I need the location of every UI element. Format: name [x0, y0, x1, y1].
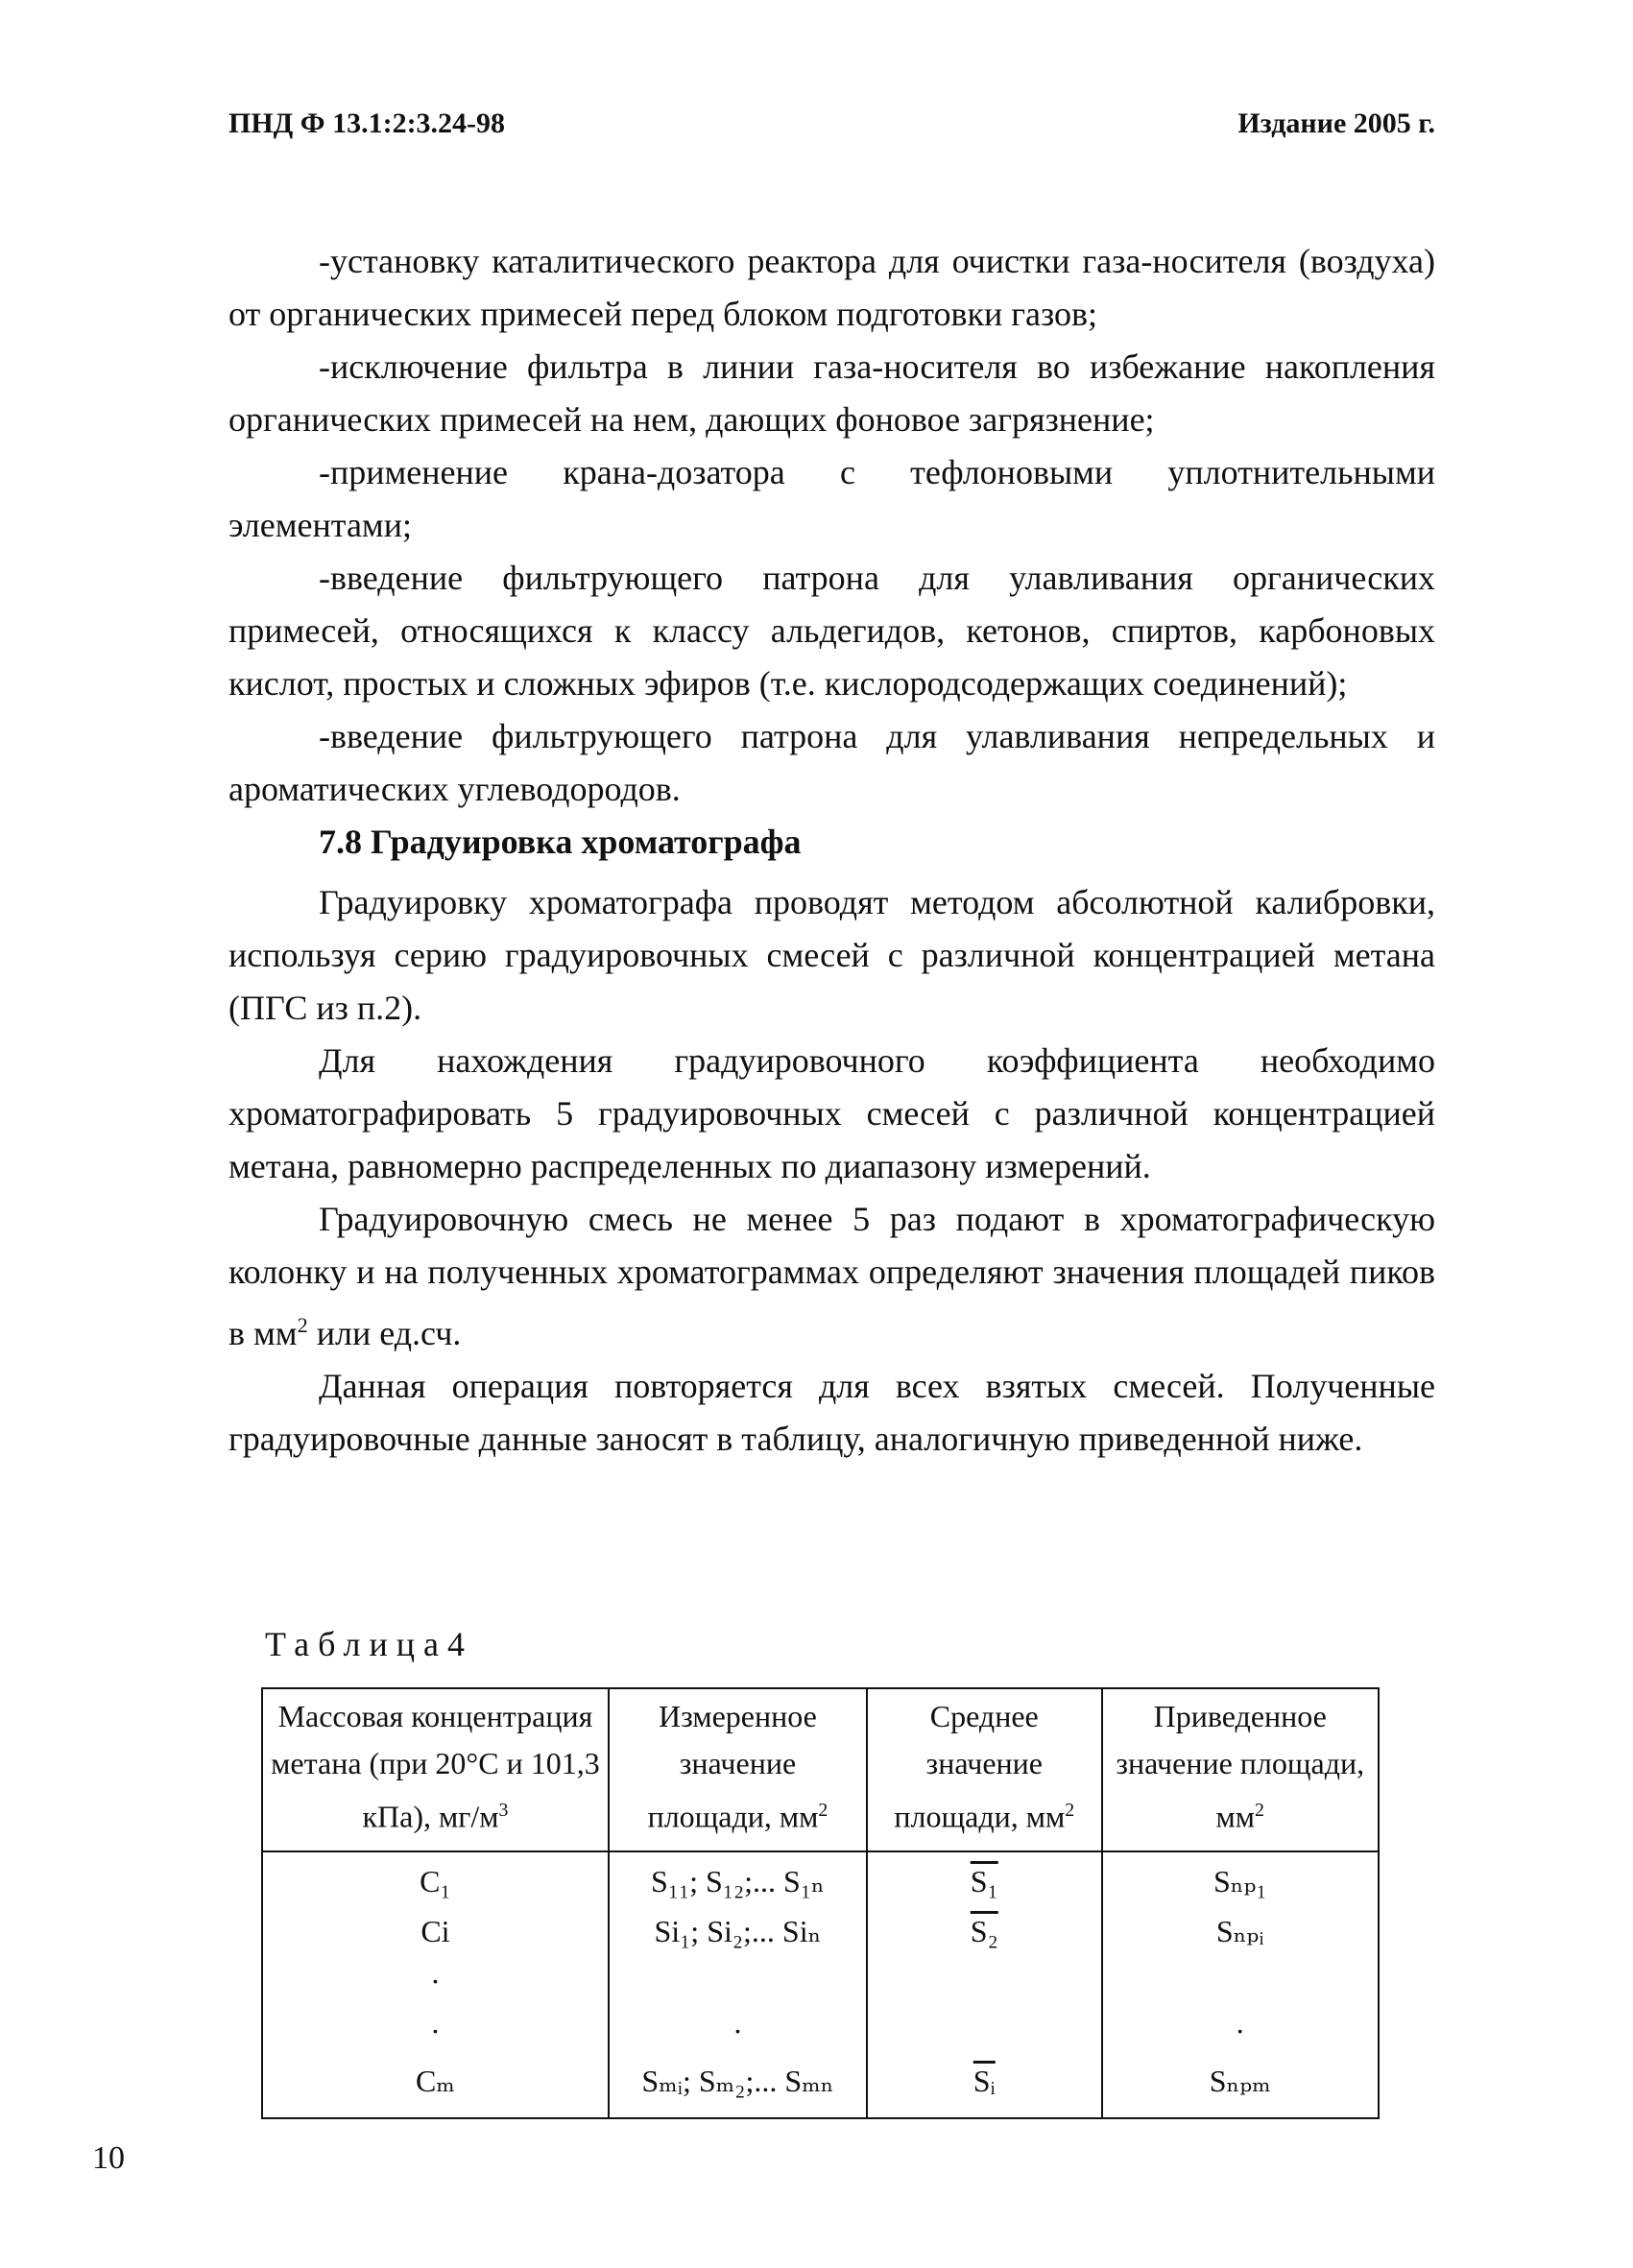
paragraph-text: Градуировочную смесь не менее 5 раз подают в хроматографическую колонку и на полученных хроматограммах определяют значения площадей пиков в мм [228, 1200, 1435, 1352]
cell-value: $\overline{Sᵢ}$ [973, 2063, 996, 2098]
table-header-row [262, 1688, 1379, 1851]
cell-value: Sₙₚ₁ [1213, 1863, 1267, 1898]
list-item: -введение фильтрующего патрона для улавливания органических примесей, относящихся к классу альдегидов, кетонов, спиртов, карбоновых кислот, простых и сложных эфиров (т.е. кислородсодержащих соединений); [228, 559, 1435, 703]
cell-value: · [732, 2013, 743, 2048]
list-item: -введение фильтрующего патрона для улавливания непредельных и ароматических углеводородов. [228, 717, 1435, 808]
paragraph: Данная операция повторяется для всех взятых смесей. Полученные градуировочные данные заносят в таблицу, аналогичную приведенной ниже. [228, 1367, 1435, 1458]
cell-value [876, 2008, 1093, 2058]
cell-value: Cₘ [415, 2063, 455, 2098]
table-cell-concentrations [262, 1851, 609, 2118]
table-cell-measured [609, 1851, 867, 2118]
cell-value: Sₘᵢ; Sₘ₂;... Sₘₙ [641, 2063, 834, 2098]
paragraph: Для нахождения градуировочного коэффициента необходимо хроматографировать 5 градуировочных смесей с различной концентрацией метана, равномерно распределенных по диапазону измерений. [228, 1041, 1435, 1185]
cell-value: · [1235, 2013, 1246, 2048]
list-item: -исключение фильтра в линии газа-носителя во избежание накопления органических примесей на нем, дающих фоновое загрязнение; [228, 347, 1435, 439]
table-row [262, 1851, 1379, 2118]
body-text [228, 235, 1435, 1466]
superscript: 2 [297, 1313, 308, 1337]
header-mean-area: Среднее значение площади, $мм^2$ [867, 1688, 1101, 1851]
cell-value [876, 1958, 1093, 2008]
paragraph: Градуировку хроматографа проводят методом абсолютной калибровки, используя серию градуировочных смесей с различной концентрацией метана (ПГС из п.2). [228, 883, 1435, 1027]
cell-value: · [430, 2013, 441, 2048]
cell-value [1111, 1958, 1371, 2008]
edition-label: Издание 2005 г. [1237, 107, 1435, 139]
cell-value: S₁₁; S₁₂;... S₁ₙ [651, 1863, 825, 1898]
list-item: -установку каталитического реактора для очистки газа-носителя (воздуха) от органических примесей перед блоком подготовки газов; [228, 242, 1435, 333]
table-cell-mean [867, 1851, 1101, 2118]
paragraph-text: или ед.сч. [307, 1314, 462, 1352]
cell-value: Si₁; Si₂;... Siₙ [654, 1913, 822, 1948]
table-cell-reduced [1102, 1851, 1380, 2118]
cell-value [617, 1958, 858, 2008]
document-code: ПНД Ф 13.1:2:3.24-98 [228, 107, 506, 139]
page-number: 10 [92, 2140, 125, 2176]
cell-value: Sₙₚᵢ [1215, 1913, 1264, 1948]
calibration-table [261, 1687, 1380, 2119]
header-reduced-area: Приведенное значение площади, $мм^2$ [1102, 1688, 1380, 1851]
paragraph [228, 1193, 1435, 1360]
header-concentration: Массовая концентрация метана (при 20°С и 101,3 кПа), $мг/м^3$ [262, 1688, 609, 1851]
header-measured-area: Измеренное значение площади, $мм^2$ [609, 1688, 867, 1851]
section-heading: 7.8 Градуировка хроматографа [319, 823, 802, 861]
cell-value: · [430, 1963, 441, 1998]
cell-value: S₁ [970, 1863, 998, 1898]
cell-value: Sₙₚₘ [1209, 2063, 1271, 2098]
cell-value: Ci [420, 1913, 450, 1948]
cell-value: S₂ [970, 1913, 998, 1948]
list-item: -применение крана-дозатора с тефлоновыми уплотнительными элементами; [228, 453, 1435, 544]
cell-value: C₁ [420, 1863, 451, 1898]
table-caption: Таблица4 [265, 1625, 473, 1663]
